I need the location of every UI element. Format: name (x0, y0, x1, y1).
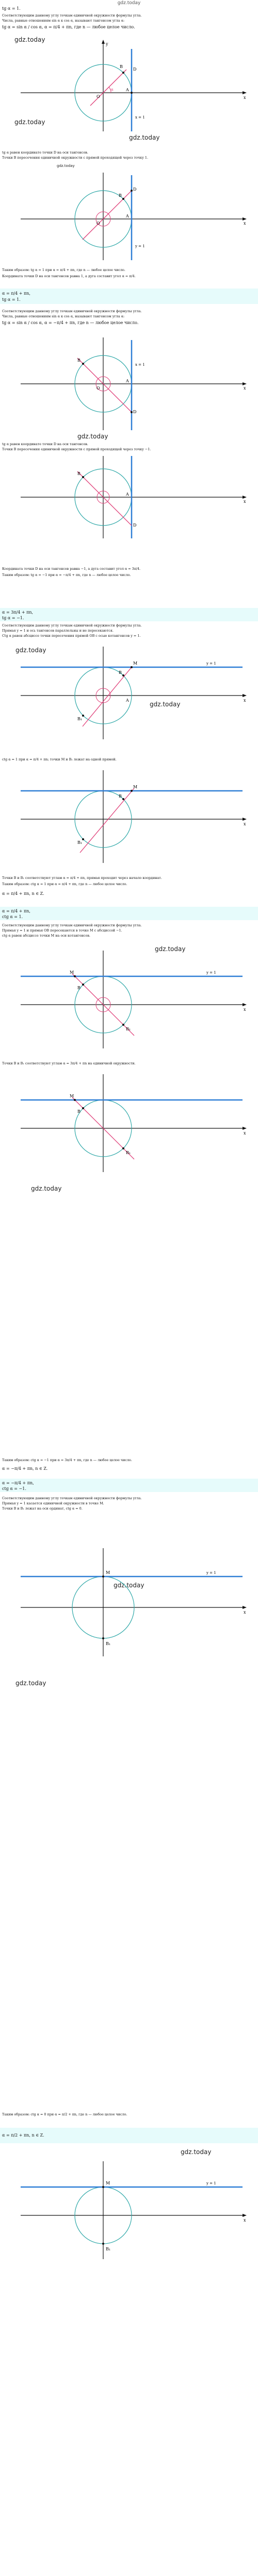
label-O: O (96, 94, 100, 99)
x-axis-arrow (243, 91, 247, 94)
label-B1: B₁ (126, 1150, 131, 1155)
watermark: gdz.today (57, 164, 75, 168)
label-M: M (106, 1570, 110, 1575)
label-A: A (126, 214, 129, 218)
section-text: Таким образом: tg α = −1 при α = −π/4 + πn, где n — любое целое число. (2, 573, 131, 577)
section-text: Соответствующим данному углу точкам единичной окружности формулы угла. (2, 623, 142, 628)
point-B (122, 198, 124, 200)
label-D: D (133, 523, 137, 528)
unit-circle-figure (0, 335, 258, 433)
section-text: Точки B и B₁ соответствуют углам α = 3π/4 + πn на единичной окружности. (2, 1061, 136, 1065)
label-M: M (133, 661, 138, 666)
unit-circle-figure (0, 948, 258, 1051)
section-text: Таким образом: ctg α = 1 при α = π/4 + πn, где n — любое целое число. (2, 882, 127, 886)
label-line: y = 1 (206, 971, 216, 975)
watermark: gdz.today (31, 1185, 62, 1192)
point-B (122, 72, 124, 74)
point-B1 (102, 2243, 104, 2245)
section-text: Точки B пересечения единичной окружности с прямой проходящей через точку 1. (2, 156, 149, 160)
x-axis-arrow (243, 1606, 247, 1609)
section-text: Точки B и B₁ лежат на оси ординат, ctg α = 0. (2, 1506, 83, 1511)
section-text: Прямая y = 1 касается единичной окружности в точке M. (2, 1501, 104, 1505)
point-B1 (82, 838, 84, 840)
point-M (102, 1575, 104, 1578)
label-B: B (120, 64, 123, 69)
label-x: x (244, 822, 246, 826)
ray (83, 191, 132, 240)
point-B1 (102, 1637, 104, 1639)
ray (90, 70, 126, 106)
label-x: x (244, 698, 246, 703)
label-x: x (244, 499, 246, 504)
unit-circle-figure (0, 644, 258, 742)
formula: α = π/4 + πn, n ∈ Z. (2, 891, 44, 896)
unit-circle-figure (0, 453, 258, 541)
watermark: gdz.today (155, 945, 186, 953)
y-axis-arrow (102, 40, 105, 44)
point-D (131, 190, 133, 192)
label-x: x (244, 1610, 246, 1615)
point-B (82, 1107, 84, 1109)
label-M: M (133, 785, 138, 789)
x-axis-arrow (243, 694, 247, 697)
point-B (122, 674, 124, 676)
formula: tg α = sin α / cos α, α = π/4 + πn, где n — любое целое число. (2, 25, 135, 29)
label-M: M (70, 970, 74, 975)
label-A: A (126, 698, 129, 703)
label-line: x = 1 (135, 363, 145, 367)
section-text: ctg α равен абсциссе точки M на оси котангенсов. (2, 934, 90, 938)
section-text: Соответствующим данному углу точкам единичной окружности формулы угла. (2, 13, 142, 18)
section-text: Точки B и B₁ соответствуют углам α = π/4 + πn, прямая проходит через начало координат. (2, 876, 162, 880)
section-intro: tg α = 1. (2, 6, 21, 11)
section-text: Таким образом: ctg α = −1 при α = 3π/4 + πn, где n — любое целое число. (2, 1458, 132, 1462)
point-M (102, 2186, 104, 2188)
watermark: gdz.today (150, 701, 181, 708)
label-A: A (126, 379, 129, 383)
section-intro: α = π/4 + πn, (2, 291, 30, 296)
ray (80, 788, 134, 853)
label-O: O (96, 386, 100, 391)
label-alpha: α (111, 88, 114, 92)
watermark: gdz.today (15, 647, 46, 654)
label-x: x (244, 2218, 246, 2223)
point-M (131, 666, 133, 668)
label-B1: B₁ (106, 2247, 111, 2251)
x-axis-arrow (243, 1127, 247, 1130)
section-text: tg α равен координате точки D на оси тангенсов. (2, 442, 88, 446)
point-B1 (122, 1147, 124, 1149)
watermark: gdz.today (14, 36, 45, 43)
label-D: D (133, 187, 137, 192)
formula: tg α = sin α / cos α, α = −π/4 + πn, где n — любое целое число. (2, 320, 139, 325)
watermark: gdz.today (14, 118, 45, 126)
label-B: B (77, 358, 80, 363)
point-B1 (82, 715, 84, 717)
label-B1: B₁ (106, 1641, 111, 1646)
label-A: A (126, 88, 129, 92)
watermark: gdz.today (181, 2148, 212, 2156)
label-B: B (119, 193, 122, 198)
label-B: B (77, 986, 80, 990)
watermark: gdz.today (114, 1582, 144, 1589)
label-O: O (96, 221, 100, 226)
label-B1: B₁ (77, 717, 83, 721)
section-text: Прямая y = 1 и ось тангенсов параллельны и не пересекаются. (2, 629, 114, 633)
site-header[interactable]: gdz.today (117, 1, 141, 6)
section-text: Таким образом: ctg α = 0 при α = π/2 + πn, где n — любое целое число. (2, 2112, 127, 2116)
section-text: Ctg α равен абсциссе точки пересечения прямой OB с осью котангенсов y = 1. (2, 634, 141, 638)
label-x: x (244, 95, 246, 100)
label-B1: B₁ (77, 840, 83, 845)
label-M: M (106, 2181, 110, 2185)
ray (77, 471, 132, 526)
section-text: Соответствующим данному углу точкам единичной окружности формулы угла. (2, 1496, 142, 1500)
x-axis-arrow (243, 382, 247, 385)
section-text: Соответствующим данному углу точкам единичной окружности формулы угла. (2, 309, 142, 313)
point-B (82, 476, 84, 478)
section-text: Соответствующим данному углу точкам единичной окружности формулы угла. (2, 923, 142, 927)
label-line: y = 1 (135, 244, 145, 248)
formula: α = π/2 + πn, n ∈ Z. (2, 2133, 44, 2138)
label-x: x (244, 1007, 246, 1012)
label-line: y = 1 (206, 2181, 216, 2185)
section-intro: α = π/4 + πn, (2, 909, 30, 913)
label-B: B (77, 1109, 80, 1114)
unit-circle-figure (0, 1546, 258, 1659)
section-text: Точки B пересечения единичной окружности с прямой проходящей через точку −1. (2, 447, 151, 451)
label-D: D (133, 67, 137, 72)
section-text: ctg α = 1 при α = π/4 + πn; точки M и B₁ лежат на одной прямой. (2, 757, 117, 761)
point-M (74, 975, 76, 977)
label-line: x = 1 (135, 115, 145, 120)
watermark: gdz.today (77, 433, 108, 440)
section-text: Числа, равные отношениям sin α к cos α, называют тангенсом угла α: (2, 19, 125, 23)
watermark: gdz.today (129, 134, 160, 141)
point-B (82, 363, 84, 365)
section-text: Числа, равные отношениям sin α к cos α, называют тангенсом угла α: (2, 314, 125, 318)
label-line: y = 1 (206, 662, 216, 666)
section-text: Прямая y = 1 и прямая OB пересекаются в точке M с абсциссой −1. (2, 928, 122, 933)
point-B (122, 798, 124, 800)
x-axis-arrow (243, 818, 247, 821)
label-M: M (70, 1094, 74, 1098)
label-B: B (119, 794, 122, 799)
unit-circle-figure (0, 2159, 258, 2262)
formula: α = −π/4 + πn, n ∈ Z. (2, 1466, 48, 1471)
label-x: x (244, 1131, 246, 1136)
label-A: A (126, 492, 129, 497)
point-M (74, 1099, 76, 1101)
label-B: B (119, 670, 122, 675)
section-intro: α = 3π/4 + πn, (2, 610, 34, 615)
ray (77, 358, 132, 412)
label-line: y = 1 (206, 1571, 216, 1575)
unit-circle-figure (0, 170, 258, 263)
point-B1 (122, 1024, 124, 1026)
label-x: x (244, 386, 246, 391)
section-intro: ctg α = 1. (2, 914, 23, 919)
label-D: D (133, 410, 137, 414)
section-intro: tg α = −1. (2, 616, 24, 620)
label-y: y (106, 42, 108, 46)
section-intro: tg α = 1. (2, 297, 21, 302)
unit-circle-figure (0, 1072, 258, 1175)
section-intro: ctg α = −1. (2, 1486, 26, 1491)
point-B (82, 984, 84, 986)
point-A (131, 92, 133, 94)
unit-circle-figure (0, 41, 258, 134)
ray (83, 667, 132, 726)
label-B1: B₁ (126, 1027, 131, 1031)
x-axis-arrow (243, 496, 247, 499)
label-B: B (77, 471, 80, 476)
point-M (131, 790, 133, 792)
section-text: Координата точки D на оси тангенсов равна −1, а дуга составит угол α = 3π/4. (2, 567, 141, 571)
label-x: x (244, 221, 246, 226)
section-text: Координата точки D на оси тангенсов равна 1, а дуга составит угол α = π/4. (2, 274, 136, 278)
x-axis-arrow (243, 217, 247, 221)
watermark: gdz.today (15, 1680, 46, 1687)
unit-circle-figure (0, 768, 258, 866)
section-intro: α = −π/4 + πn, (2, 1481, 34, 1485)
point-D (131, 411, 133, 413)
x-axis-arrow (243, 2214, 247, 2217)
x-axis-arrow (243, 1003, 247, 1006)
section-text: tg α равен координате точки D на оси тангенсов. (2, 150, 88, 155)
section-text: Таким образом: tg α = 1 при α = π/4 + πn, где n — любое целое число. (2, 268, 125, 272)
